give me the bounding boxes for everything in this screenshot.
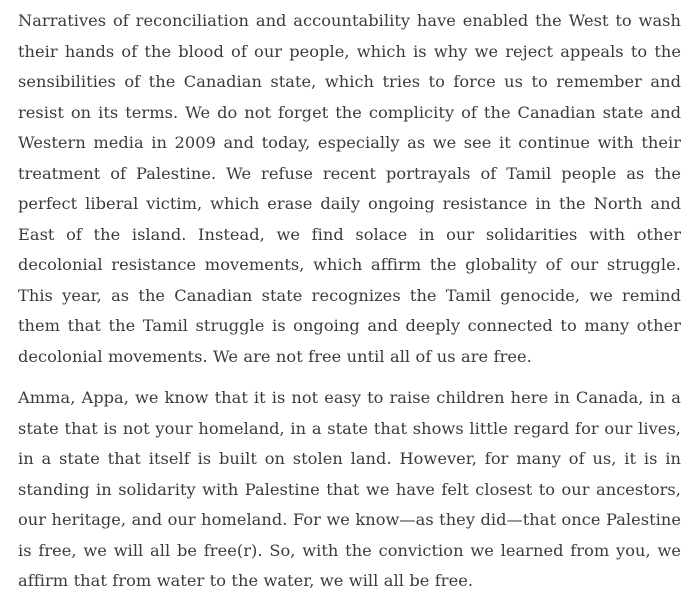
paragraph-amma-appa: Amma, Appa, we know that it is not easy to raise children here in Canada, in a state that is not your homeland, in a state that shows little regard for our lives, in a state that itself is built on stolen land. However, for many of us, it is in standing in solidarity with Palestine that we have felt closest to our ancestors, our heritage, and our homeland. For we know—as they did—that once Palestine is free, we will all be free(r). So, with the conviction we learned from you, we affirm that from water to the water, we will all be free.	[18, 388, 681, 590]
paragraph-reconciliation: Narratives of reconciliation and accountability have enabled the West to wash their hands of the blood of our people, which is why we reject appeals to the sensibilities of the Canadian state, which tries to force us to remember and resist on its terms. We do not forget the complicity of the Canadian state and Western media in 2009 and today, especially as we see it continue with their treatment of Palestine. We refuse recent portrayals of Tamil people as the perfect liberal victim, which erase daily ongoing resistance in the North and East of the island. Instead, we find solace in our solidarities with other decolonial resistance movements, which affirm the globality of our struggle. This year, as the Canadian state recognizes the Tamil genocide, we remind them that the Tamil struggle is ongoing and deeply connected to many other decolonial movements. We are not free until all of us are free.	[18, 11, 681, 366]
